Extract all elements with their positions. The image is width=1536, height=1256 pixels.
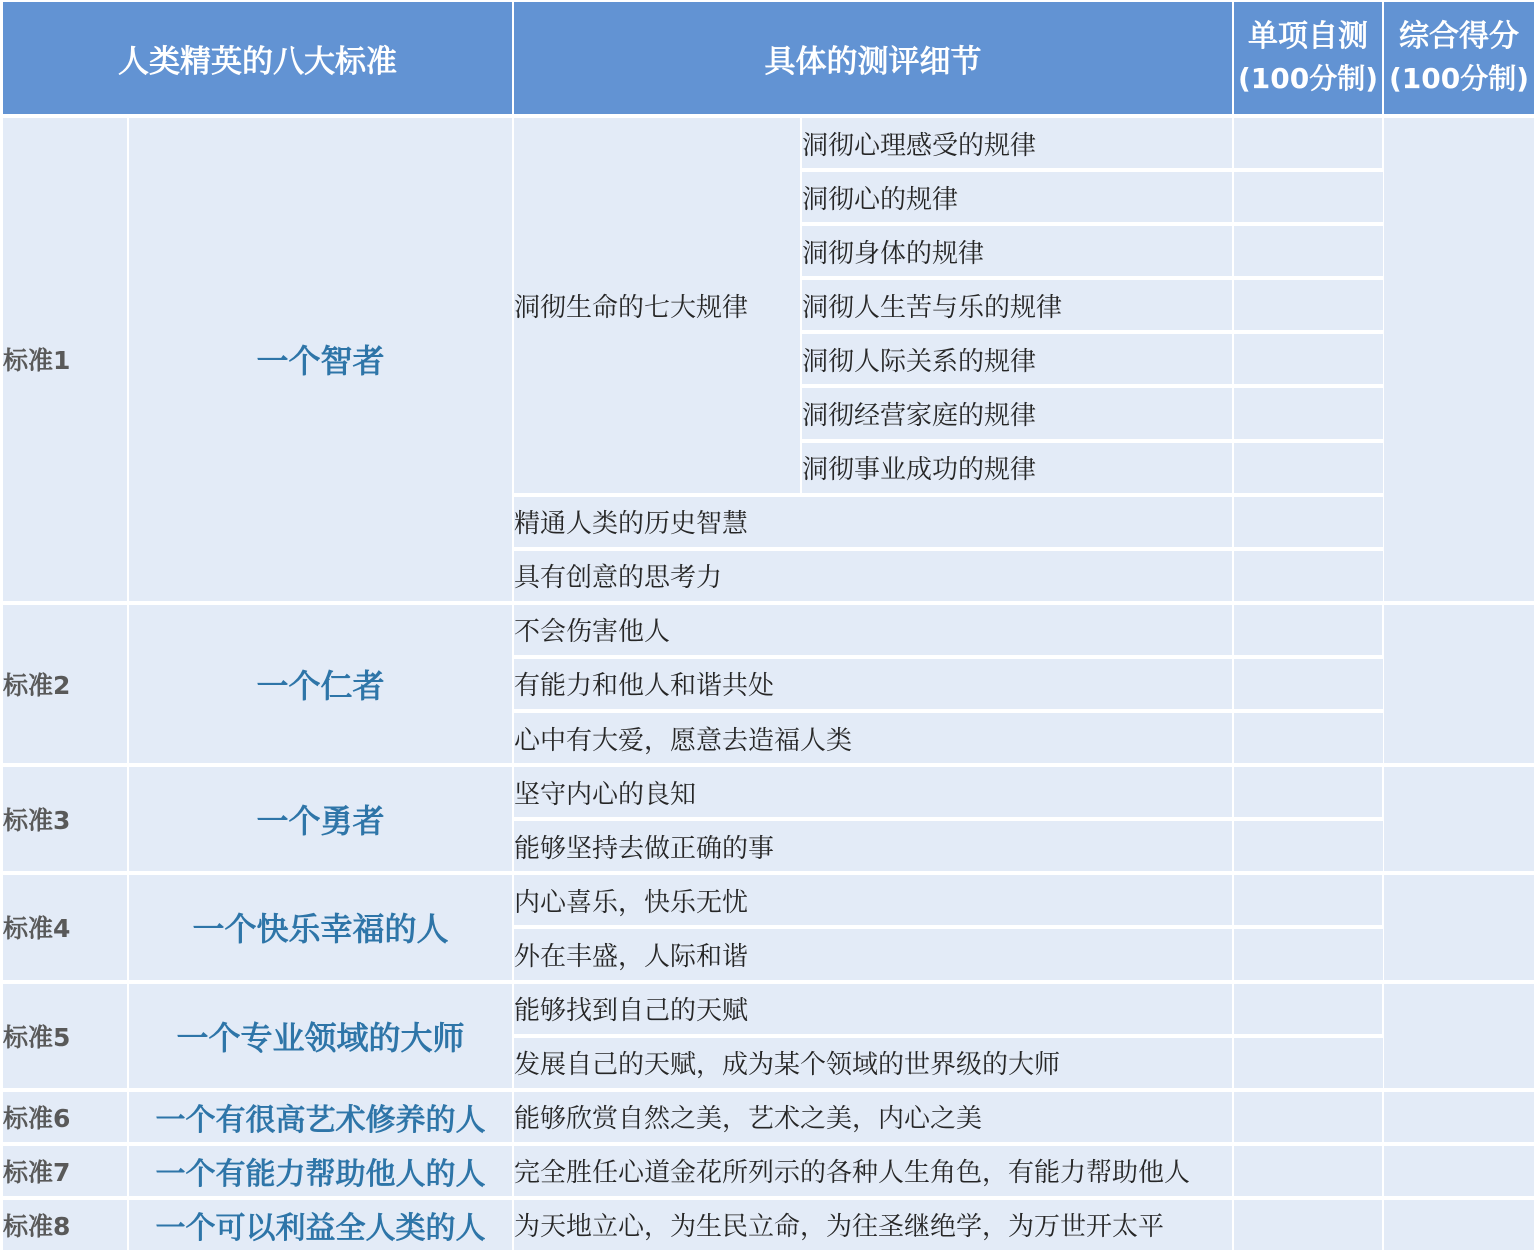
detail-item: 洞彻人际关系的规律 [801,332,1233,386]
detail-item: 能够找到自己的天赋 [513,982,1233,1036]
detail-item: 洞彻人生苦与乐的规律 [801,278,1233,332]
table-row [3,603,1534,657]
standard-title: 一个有能力帮助他人的人 [128,1144,513,1198]
standard-number: 标准8 [3,1198,128,1252]
detail-item: 发展自己的天赋，成为某个领域的世界级的大师 [513,1036,1233,1090]
header-detail-label: 具体的测评细节 [764,43,982,80]
total-score-cell[interactable] [1383,982,1534,1090]
standard-number: 标准2 [3,603,128,765]
standard-title: 一个有很高艺术修养的人 [128,1090,513,1144]
detail-item: 心中有大爱，愿意去造福人类 [513,711,1233,765]
table-row [3,1090,1534,1144]
header-total-score-line1: 综合得分 [1399,19,1519,54]
self-score-cell[interactable] [1233,927,1383,981]
header-total-score [1383,2,1534,116]
self-score-cell[interactable] [1233,495,1383,549]
detail-item: 外在丰盛，人际和谐 [513,927,1233,981]
total-score-cell[interactable] [1383,1090,1534,1144]
standard-number: 标准5 [3,982,128,1090]
header-total-score-line2: (100分制) [1388,62,1530,95]
self-score-cell[interactable] [1233,224,1383,278]
detail-item: 洞彻心的规律 [801,170,1233,224]
self-score-cell[interactable] [1233,873,1383,927]
standard-title: 一个可以利益全人类的人 [128,1198,513,1252]
self-score-cell[interactable] [1233,441,1383,495]
self-score-cell[interactable] [1233,1036,1383,1090]
self-score-cell[interactable] [1233,1198,1383,1252]
header-self-score-line2: (100分制) [1237,62,1379,95]
standard-title: 一个专业领域的大师 [128,982,513,1090]
header-self-score-line1: 单项自测 [1248,19,1368,54]
table-row [3,116,1534,170]
detail-item: 坚守内心的良知 [513,765,1233,819]
detail-item: 洞彻身体的规律 [801,224,1233,278]
detail-item: 洞彻心理感受的规律 [801,116,1233,170]
total-score-cell[interactable] [1383,765,1534,873]
self-score-cell[interactable] [1233,332,1383,386]
detail-item: 洞彻事业成功的规律 [801,441,1233,495]
standard-number: 标准6 [3,1090,128,1144]
table-row [3,1144,1534,1198]
evaluation-table [3,2,1534,1254]
total-score-cell[interactable] [1383,603,1534,765]
standard-title: 一个勇者 [128,765,513,873]
self-score-cell[interactable] [1233,1144,1383,1198]
standard-number: 标准7 [3,1144,128,1198]
detail-item: 完全胜任心道金花所列示的各种人生角色，有能力帮助他人 [513,1144,1233,1198]
header-standard-label: 人类精英的八大标准 [118,43,397,80]
detail-item: 内心喜乐，快乐无忧 [513,873,1233,927]
standard-number: 标准1 [3,116,128,603]
self-score-cell[interactable] [1233,982,1383,1036]
self-score-cell[interactable] [1233,278,1383,332]
detail-item: 为天地立心，为生民立命，为往圣继绝学，为万世开太平 [513,1198,1233,1252]
header-detail [513,2,1233,116]
header-standard [3,2,513,116]
standard-number: 标准4 [3,873,128,981]
table-row [3,1198,1534,1252]
standard-title: 一个智者 [128,116,513,603]
total-score-cell[interactable] [1383,116,1534,603]
header-row [3,2,1534,116]
table-row [3,982,1534,1036]
table-row [3,873,1534,927]
self-score-cell[interactable] [1233,170,1383,224]
self-score-cell[interactable] [1233,657,1383,711]
header-self-score [1233,2,1383,116]
total-score-cell[interactable] [1383,1144,1534,1198]
standard-title: 一个仁者 [128,603,513,765]
self-score-cell[interactable] [1233,386,1383,440]
total-score-cell[interactable] [1383,1198,1534,1252]
detail-item: 不会伤害他人 [513,603,1233,657]
self-score-cell[interactable] [1233,819,1383,873]
self-score-cell[interactable] [1233,1090,1383,1144]
detail-item: 能够坚持去做正确的事 [513,819,1233,873]
total-score-cell[interactable] [1383,873,1534,981]
standard-title: 一个快乐幸福的人 [128,873,513,981]
self-score-cell[interactable] [1233,549,1383,603]
detail-item: 具有创意的思考力 [513,549,1233,603]
self-score-cell[interactable] [1233,603,1383,657]
detail-item: 洞彻经营家庭的规律 [801,386,1233,440]
detail-item: 能够欣赏自然之美，艺术之美，内心之美 [513,1090,1233,1144]
self-score-cell[interactable] [1233,765,1383,819]
self-score-cell[interactable] [1233,711,1383,765]
detail-item: 精通人类的历史智慧 [513,495,1233,549]
detail-item: 有能力和他人和谐共处 [513,657,1233,711]
table-row [3,765,1534,819]
standard-number: 标准3 [3,765,128,873]
detail-group-label: 洞彻生命的七大规律 [513,116,801,495]
self-score-cell[interactable] [1233,116,1383,170]
